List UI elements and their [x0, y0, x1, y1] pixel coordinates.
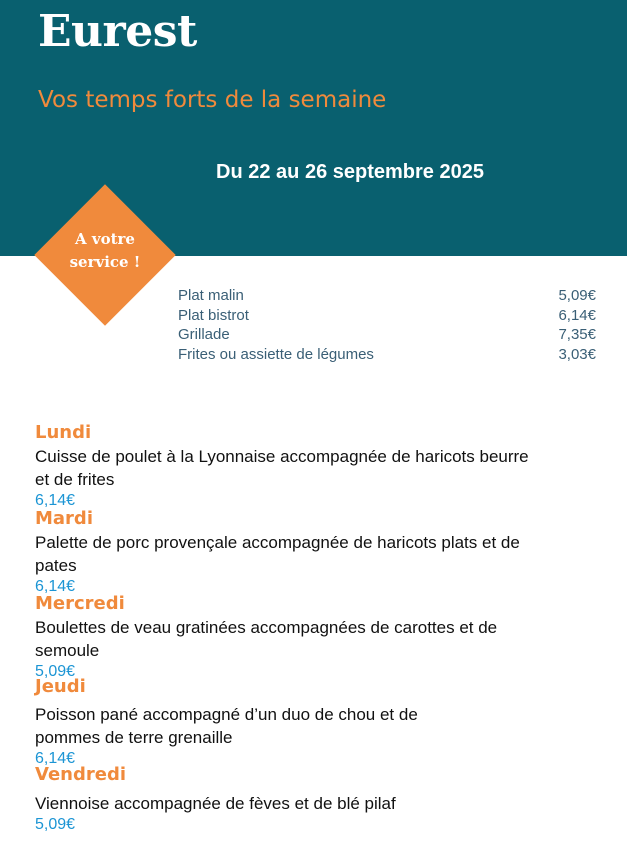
price-label: Grillade: [178, 326, 230, 343]
dish-line-2: et de frites: [35, 470, 115, 489]
day-name: Mercredi: [35, 593, 125, 614]
dish-description: [35, 445, 605, 491]
price-row: [178, 325, 596, 345]
eurest-logo: Eurest: [38, 6, 197, 57]
dish-line-2: pommes de terre grenaille: [35, 728, 233, 747]
dish-price: 5,09€: [35, 663, 76, 680]
week-dates: Du 22 au 26 septembre 2025: [216, 161, 484, 183]
day-wednesday: [35, 593, 605, 680]
price-value: 3,03€: [558, 345, 596, 363]
price-row: [178, 345, 596, 365]
day-name: Mardi: [35, 508, 93, 529]
weekly-menu: [35, 422, 605, 835]
day-friday: [35, 764, 605, 835]
price-label: Frites ou assiette de légumes: [178, 345, 374, 363]
dish-line-1: Viennoise accompagnée de fèves et de blé pilaf: [35, 794, 396, 813]
badge-line-2: service !: [69, 253, 141, 271]
dish-line-1: Cuisse de poulet à la Lyonnaise accompagnée de haricots beurre: [35, 447, 529, 466]
price-label: Plat bistrot: [178, 306, 249, 324]
dish-price: 6,14€: [35, 492, 76, 509]
price-label: Plat malin: [178, 287, 244, 304]
day-name: Vendredi: [35, 764, 126, 785]
dish-price: 6,14€: [35, 750, 76, 767]
price-value: 5,09€: [558, 287, 596, 304]
day-name: Jeudi: [35, 676, 86, 697]
price-row: [178, 306, 596, 326]
price-list: [178, 286, 596, 364]
dish-line-2: pates: [35, 556, 77, 575]
service-badge: [30, 180, 180, 330]
price-value: 7,35€: [558, 326, 596, 343]
dish-description: [35, 792, 605, 815]
dish-line-1: Poisson pané accompagné d’un duo de chou et de: [35, 705, 418, 724]
dish-description: [35, 616, 605, 662]
price-value: 6,14€: [558, 306, 596, 324]
dish-description: [35, 703, 605, 749]
dish-description: [35, 531, 605, 577]
dish-line-1: Boulettes de veau gratinées accompagnées de carottes et de: [35, 618, 498, 637]
day-monday: [35, 422, 605, 508]
dish-line-2: semoule: [35, 641, 100, 660]
badge-text: [30, 228, 180, 274]
dish-price: 5,09€: [35, 816, 76, 833]
badge-line-1: A votre: [75, 230, 135, 248]
day-name: Lundi: [35, 422, 92, 443]
dish-line-1: Palette de porc provençale accompagnée de haricots plats et de: [35, 533, 520, 552]
day-tuesday: [35, 508, 605, 593]
day-thursday: [35, 676, 605, 767]
tagline: Vos temps forts de la semaine: [38, 87, 387, 113]
price-row: [178, 286, 596, 306]
dish-price: 6,14€: [35, 578, 76, 595]
